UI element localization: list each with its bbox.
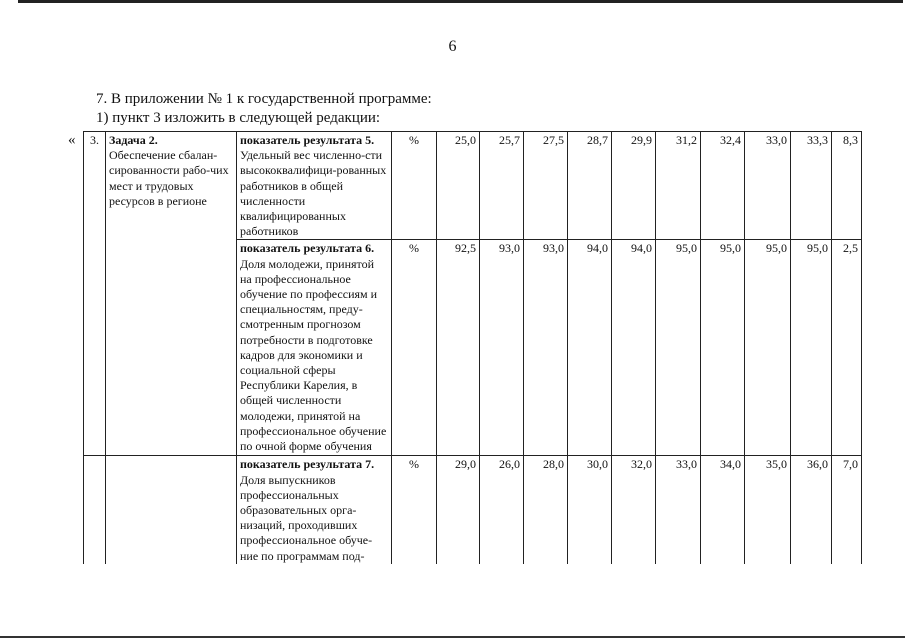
value-cell: 28,0 (524, 456, 568, 564)
value-cell: 30,0 (568, 456, 612, 564)
value-cell: 92,5 (437, 240, 480, 456)
table-row (84, 132, 862, 240)
indicator-cell (237, 132, 392, 240)
value-cell: 94,0 (568, 240, 612, 456)
indicator-cell (237, 240, 392, 456)
row-number-cell: 3. (84, 132, 106, 456)
indicator-text: Доля выпускников профессиональных образовательных орга-низаций, проходивших профессиональное обуче-ние по программам под- (240, 472, 373, 563)
value-cell: 29,9 (612, 132, 656, 240)
unit-cell: % (392, 456, 437, 564)
indicator-title: показатель результата 7. (240, 457, 375, 472)
value-cell: 25,7 (480, 132, 524, 240)
indicators-table (83, 131, 862, 564)
value-cell: 8,3 (832, 132, 862, 240)
value-cell: 93,0 (480, 240, 524, 456)
value-cell: 95,0 (701, 240, 745, 456)
page-number: 6 (448, 38, 457, 55)
intro-line-1: 7. В приложении № 1 к государственной программе: (96, 91, 432, 107)
opening-quote: « (68, 132, 76, 148)
task-cell-empty (106, 456, 237, 564)
value-cell: 33,0 (745, 132, 791, 240)
value-cell: 27,5 (524, 132, 568, 240)
unit-cell: % (392, 132, 437, 240)
task-cell (106, 132, 237, 456)
indicator-text: Доля молодежи, принятой на профессиональное обучение по профессиям и специальностям, преду-смотренным прогнозом потребности в подготовке кадров для экономики и социальной сферы Республики Карелия, в общей численности молодежи, принятой на профессиональное обучение по очной форме обучения (240, 256, 387, 454)
value-cell: 95,0 (745, 240, 791, 456)
value-cell: 35,0 (745, 456, 791, 564)
value-cell: 33,3 (791, 132, 832, 240)
value-cell: 93,0 (524, 240, 568, 456)
value-cell: 34,0 (701, 456, 745, 564)
value-cell: 95,0 (656, 240, 701, 456)
value-cell: 26,0 (480, 456, 524, 564)
indicator-text: Удельный вес численно-сти высококвалифици-рованных работников в общей численности квалифицированных работников (240, 148, 387, 239)
value-cell: 95,0 (791, 240, 832, 456)
task-title: Задача 2. (109, 133, 158, 147)
value-cell: 25,0 (437, 132, 480, 240)
value-cell: 32,0 (612, 456, 656, 564)
top-scan-edge (18, 0, 903, 3)
value-cell: 31,2 (656, 132, 701, 240)
indicator-title: показатель результата 5. (240, 133, 375, 147)
value-cell: 33,0 (656, 456, 701, 564)
value-cell: 36,0 (791, 456, 832, 564)
value-cell: 28,7 (568, 132, 612, 240)
unit-cell: % (392, 240, 437, 456)
value-cell: 94,0 (612, 240, 656, 456)
value-cell: 2,5 (832, 240, 862, 456)
value-cell: 29,0 (437, 456, 480, 564)
intro-line-2: 1) пункт 3 изложить в следующей редакции: (96, 110, 381, 126)
row-number-cell-empty (84, 456, 106, 564)
task-text: Обеспечение сбалан-сированности рабо-чих мест и трудовых ресурсов в регионе (109, 148, 229, 208)
indicator-title: показатель результата 6. (240, 241, 375, 256)
table-row (84, 456, 862, 564)
value-cell: 32,4 (701, 132, 745, 240)
bottom-scan-edge (0, 636, 905, 638)
indicator-cell (237, 456, 392, 564)
value-cell: 7,0 (832, 456, 862, 564)
